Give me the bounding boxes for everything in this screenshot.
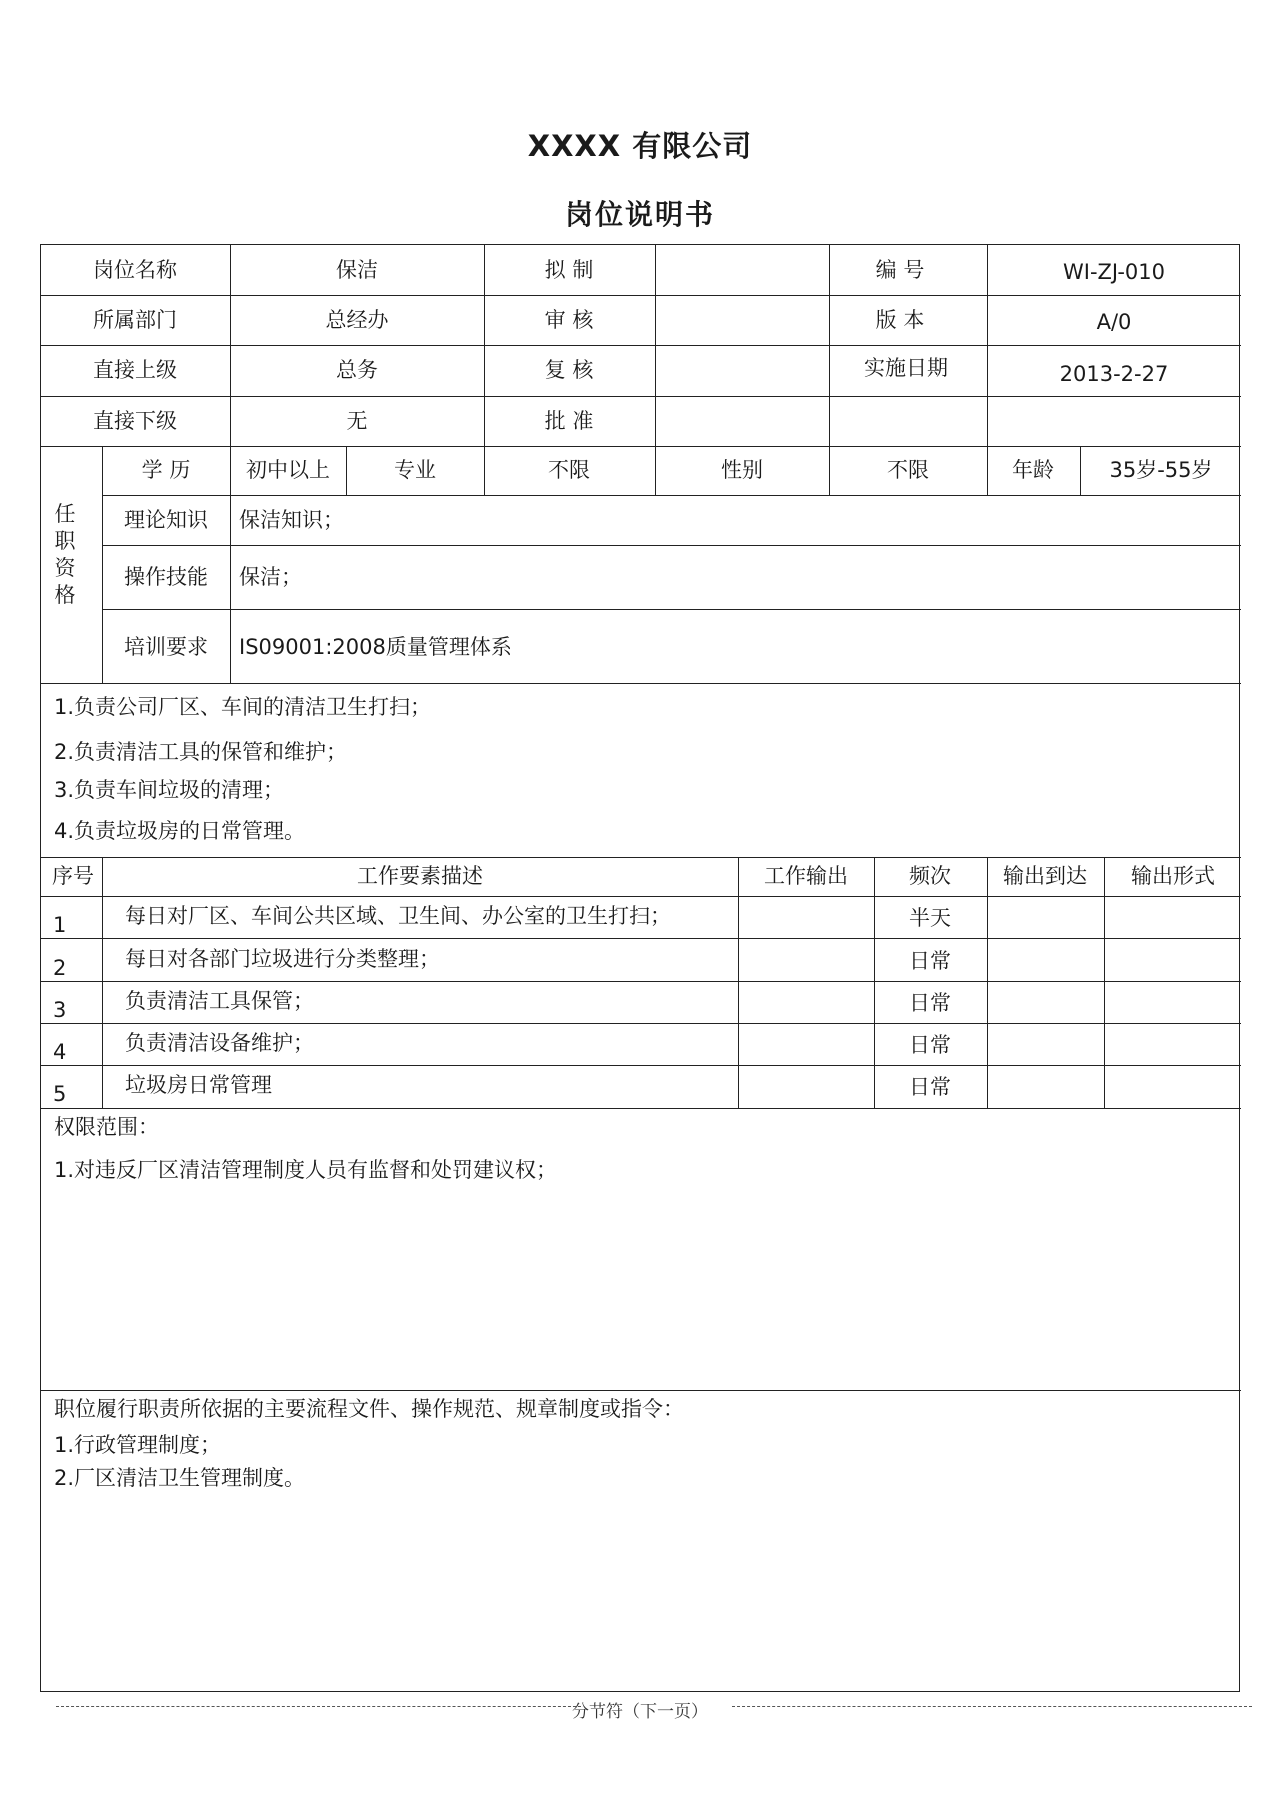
number-value: WI-ZJ-010 [1062,260,1166,284]
col-divider [1104,857,1105,1108]
basis-item: 2.厂区清洁卫生管理制度。 [54,1466,306,1490]
major-label: 专业 [394,458,436,482]
col-divider [484,245,485,495]
task-frequency: 日常 [909,1033,951,1057]
duty-item: 3.负责车间垃圾的清理； [54,778,285,802]
gender-value: 不限 [887,458,929,482]
dept-label: 所属部门 [93,308,177,332]
basis-title: 职位履行职责所依据的主要流程文件、操作规范、规章制度或指令： [54,1397,684,1421]
row-divider [41,1390,1241,1391]
row-divider [41,396,1241,397]
task-frequency: 半天 [909,906,951,930]
row-divider [41,981,1241,982]
task-index: 2 [53,956,67,980]
col-divider [655,245,656,495]
training-value: IS09001:2008质量管理体系 [239,635,512,659]
col-divider [230,245,231,446]
basis-item: 1.行政管理制度； [54,1433,222,1457]
duty-item: 2.负责清洁工具的保管和维护； [54,740,348,764]
task-description: 负责清洁设备维护； [125,1031,314,1055]
position-value: 保洁 [336,258,378,282]
col-divider [102,446,103,683]
skill-value: 保洁； [239,565,302,589]
effective-date-label: 实施日期 [864,356,948,380]
task-index: 5 [53,1082,67,1106]
education-label: 学 历 [141,458,191,482]
position-label: 岗位名称 [93,258,177,282]
subordinate-value: 无 [346,409,368,433]
col-header-output: 工作输出 [764,864,848,888]
subordinate-label: 直接下级 [93,409,177,433]
age-value: 35岁-55岁 [1109,458,1213,482]
version-value: A/0 [1096,310,1132,334]
col-header-description: 工作要素描述 [357,864,483,888]
row-divider [102,495,1241,496]
recheck-label: 复 核 [544,358,594,382]
version-label: 版 本 [875,308,925,332]
task-description: 垃圾房日常管理 [125,1073,272,1097]
number-label: 编 号 [875,258,925,282]
task-frequency: 日常 [909,1075,951,1099]
col-header-format: 输出形式 [1131,864,1215,888]
col-divider [1080,446,1081,495]
gender-label: 性别 [721,458,763,482]
row-divider [41,345,1241,346]
superior-label: 直接上级 [93,358,177,382]
col-divider [738,857,739,1108]
row-divider [41,938,1241,939]
task-index: 3 [53,998,67,1022]
education-value: 初中以上 [246,458,330,482]
authority-title: 权限范围： [54,1115,159,1139]
document-title: 岗位说明书 [564,198,715,231]
effective-date-value: 2013-2-27 [1059,362,1169,386]
row-divider [41,896,1241,897]
row-divider [41,295,1241,296]
row-divider [41,1108,1241,1109]
row-divider [41,1023,1241,1024]
skill-label: 操作技能 [124,565,208,589]
row-divider [41,857,1241,858]
task-index: 1 [53,913,67,937]
superior-value: 总务 [336,358,378,382]
theory-label: 理论知识 [124,508,208,532]
task-description: 每日对各部门垃圾进行分类整理； [125,947,440,971]
dept-value: 总经办 [325,308,389,332]
draft-label: 拟 制 [544,258,594,282]
row-divider [41,683,1241,684]
job-description-form [40,244,1240,1692]
duty-item: 1.负责公司厂区、车间的清洁卫生打扫； [54,695,432,719]
col-header-index: 序号 [52,864,94,888]
task-description: 负责清洁工具保管； [125,989,314,1013]
col-divider [102,857,103,1108]
task-frequency: 日常 [909,991,951,1015]
task-frequency: 日常 [909,949,951,973]
col-divider [346,446,347,495]
col-divider [874,857,875,1108]
task-index: 4 [53,1040,67,1064]
authority-item: 1.对违反厂区清洁管理制度人员有监督和处罚建议权； [54,1158,558,1182]
task-description: 每日对厂区、车间公共区域、卫生间、办公室的卫生打扫； [125,904,671,928]
col-divider [987,245,988,495]
col-divider [987,857,988,1108]
age-label: 年龄 [1012,458,1054,482]
duty-item: 4.负责垃圾房的日常管理。 [54,819,306,843]
row-divider [41,1065,1241,1066]
theory-value: 保洁知识； [239,508,344,532]
qualification-section-label: 任职资格 [54,502,76,607]
col-header-destination: 输出到达 [1003,864,1087,888]
row-divider [41,446,1241,447]
review-label: 审 核 [544,308,594,332]
col-divider [230,446,231,683]
training-label: 培训要求 [124,635,208,659]
row-divider [102,609,1241,610]
col-divider [829,245,830,495]
col-header-frequency: 频次 [909,864,951,888]
section-break-label: 分节符（下一页） [572,1702,708,1722]
approve-label: 批 准 [544,409,594,433]
company-name: XXXX 有限公司 [527,129,753,163]
major-value: 不限 [548,458,590,482]
row-divider [102,545,1241,546]
